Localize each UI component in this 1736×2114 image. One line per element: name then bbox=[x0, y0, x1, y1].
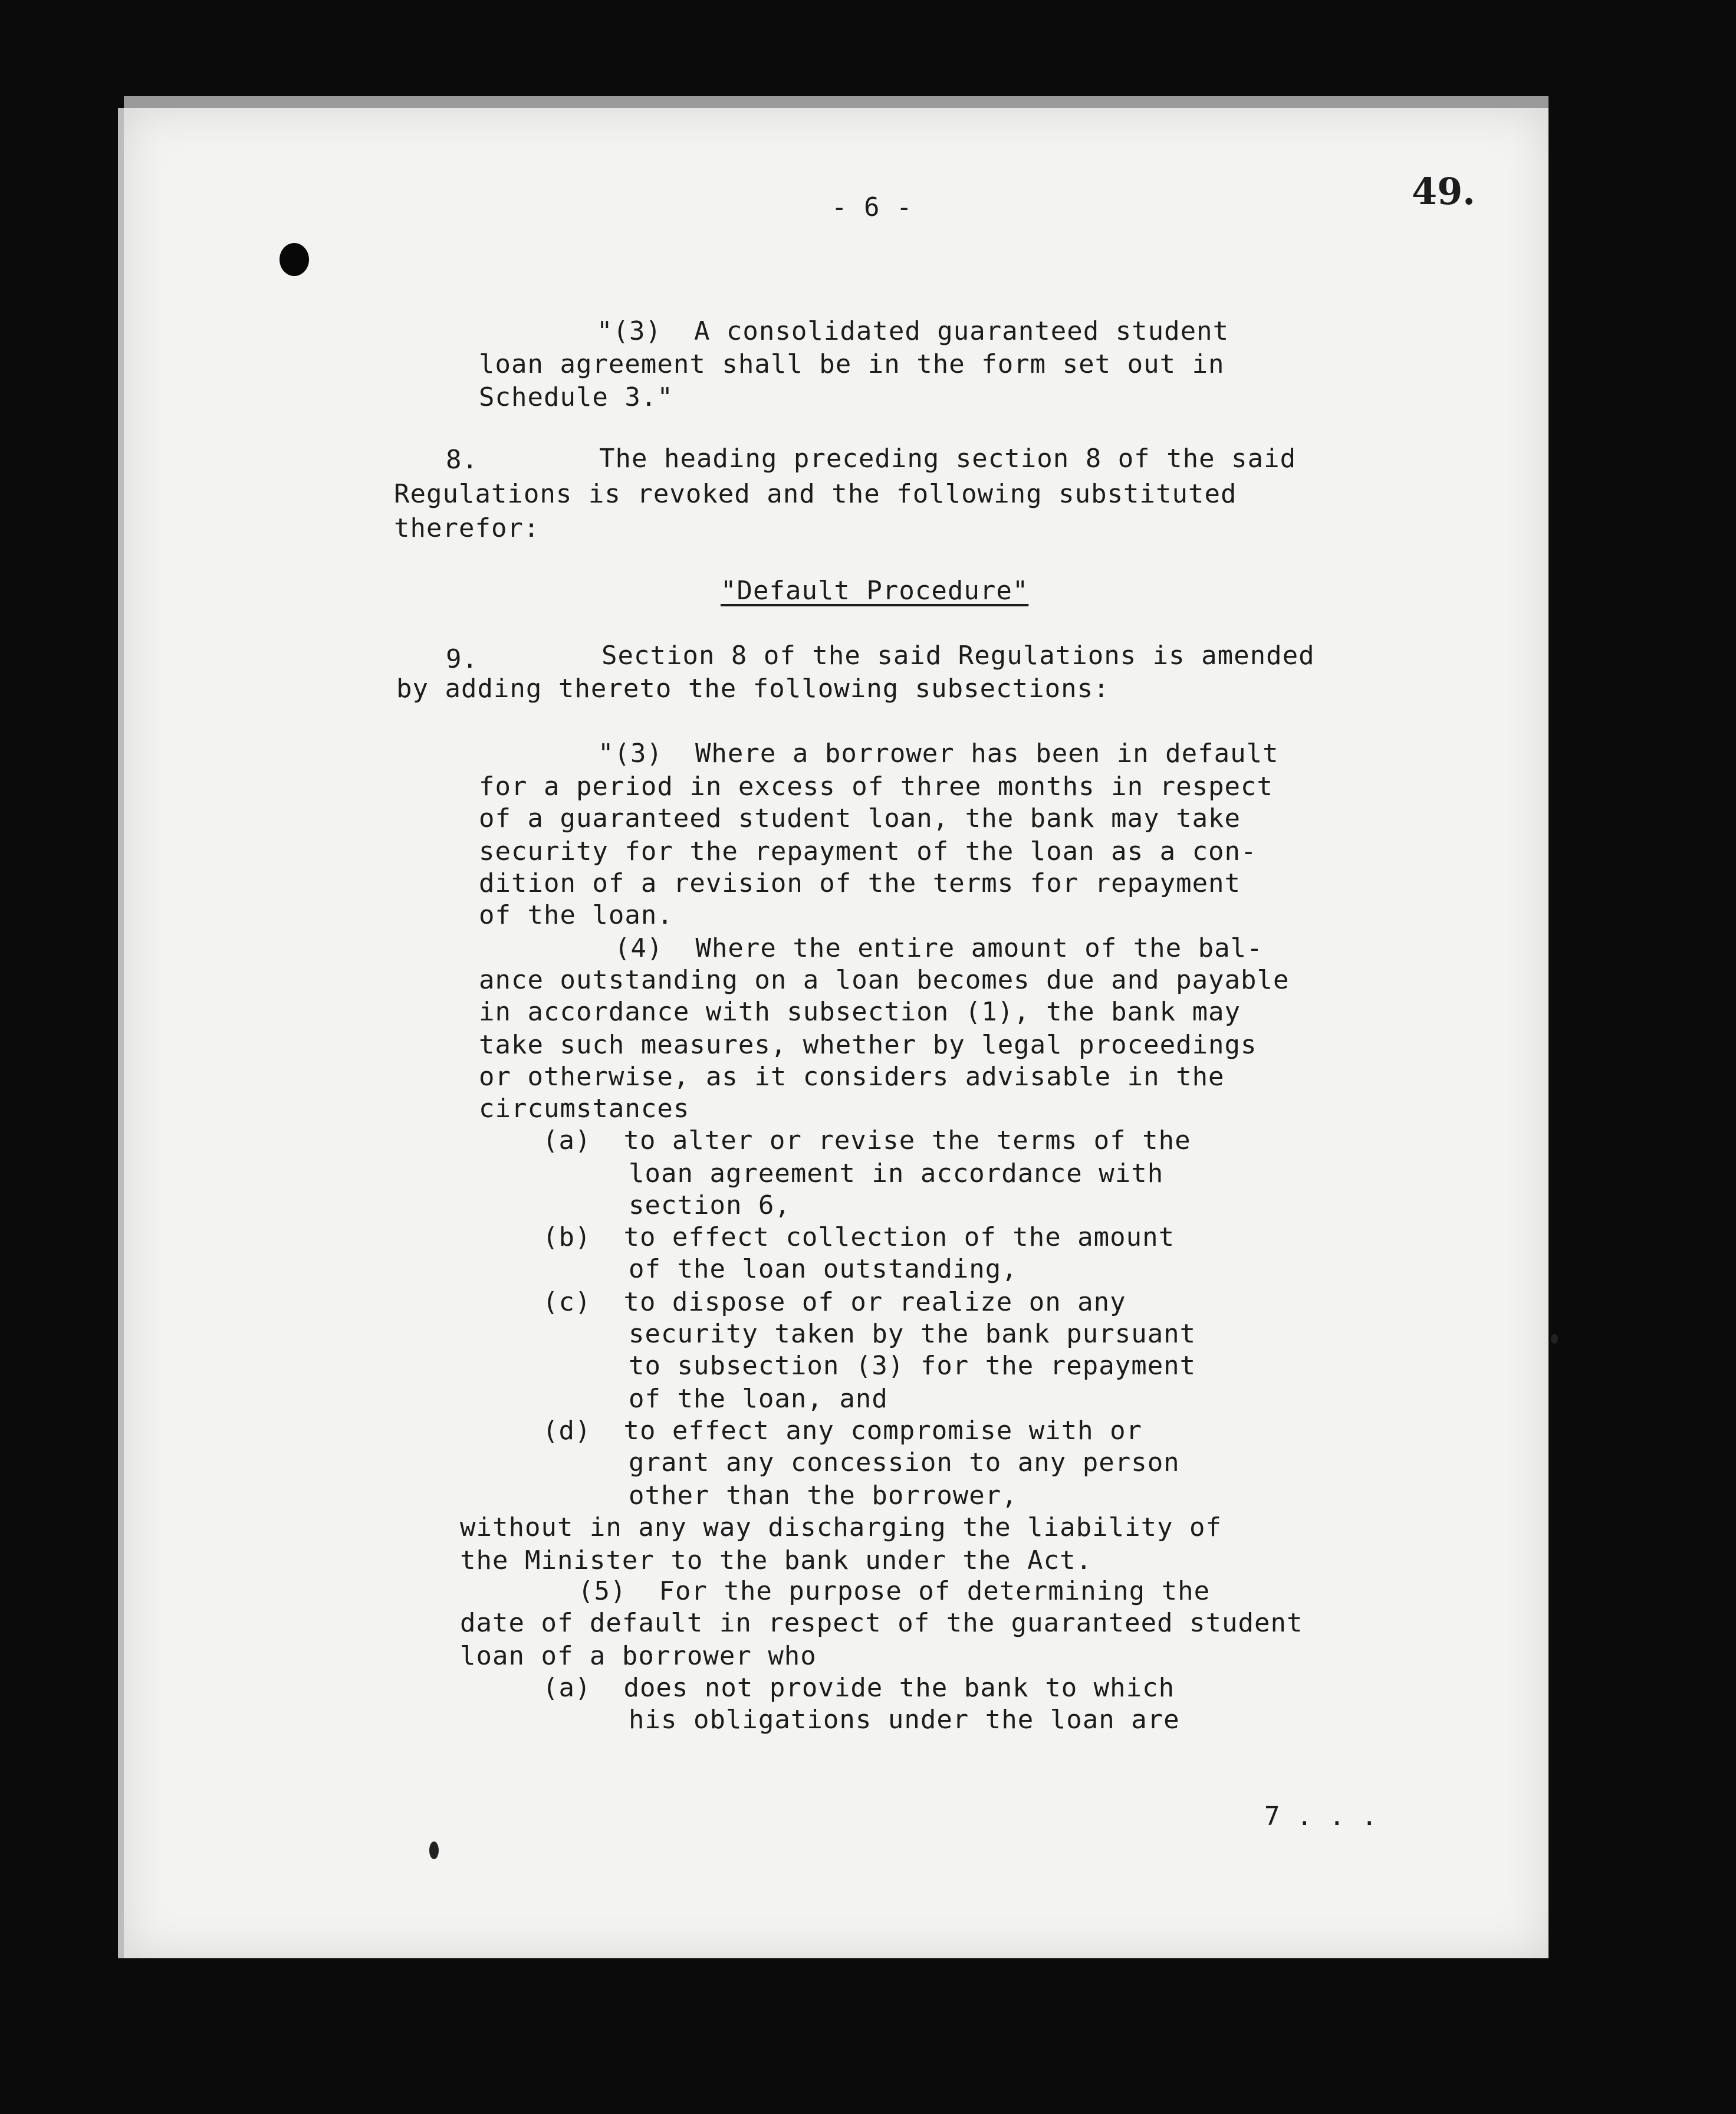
text-line: take such measures, whether by legal proceedings bbox=[479, 1030, 1257, 1060]
text-line: Section 8 of the said Regulations is amended bbox=[601, 641, 1315, 671]
list-item: (a) does not provide the bank to which bbox=[542, 1673, 1175, 1703]
text-line: loan agreement shall be in the form set out in bbox=[479, 349, 1225, 379]
text-line: security taken by the bank pursuant bbox=[629, 1319, 1196, 1349]
section-heading: "Default Procedure" bbox=[721, 576, 1029, 606]
text-line: (4) Where the entire amount of the bal- bbox=[614, 933, 1263, 963]
text-line: The heading preceding section 8 of the said bbox=[599, 444, 1297, 474]
text-line: of the loan. bbox=[479, 900, 673, 930]
text-line: (5) For the purpose of determining the bbox=[578, 1576, 1211, 1606]
text-line: in accordance with subsection (1), the bank may bbox=[479, 997, 1241, 1027]
paper-top-edge bbox=[124, 96, 1548, 109]
page-number: - 6 - bbox=[831, 192, 913, 222]
text-line: Regulations is revoked and the following substituted bbox=[394, 479, 1237, 509]
text-line: other than the borrower, bbox=[629, 1481, 1018, 1511]
section-number: 9. bbox=[446, 644, 478, 674]
list-item: (b) to effect collection of the amount bbox=[542, 1222, 1175, 1252]
list-item: (c) to dispose of or realize on any bbox=[542, 1287, 1126, 1317]
text-line: to subsection (3) for the repayment bbox=[629, 1351, 1196, 1381]
text-line: dition of a revision of the terms for repayment bbox=[479, 868, 1241, 898]
list-item: (a) to alter or revise the terms of the bbox=[542, 1125, 1191, 1156]
text-line: "(3) Where a borrower has been in default bbox=[598, 738, 1279, 769]
text-line: date of default in respect of the guaranteed student bbox=[460, 1608, 1303, 1638]
text-line: his obligations under the loan are bbox=[629, 1705, 1180, 1735]
text-line: of the loan outstanding, bbox=[629, 1254, 1018, 1284]
text-line: grant any concession to any person bbox=[629, 1447, 1180, 1478]
text-line: section 6, bbox=[629, 1190, 791, 1220]
text-line: by adding thereto the following subsections: bbox=[396, 674, 1110, 704]
text-line: therefor: bbox=[394, 513, 540, 543]
ink-speck bbox=[429, 1841, 439, 1859]
text-line: ance outstanding on a loan becomes due and payable bbox=[479, 965, 1290, 995]
text-line: Schedule 3." bbox=[479, 382, 673, 412]
list-item: (d) to effect any compromise with or bbox=[542, 1416, 1143, 1446]
folio-number: 49. bbox=[1412, 170, 1475, 213]
text-line: for a period in excess of three months in respect bbox=[479, 772, 1274, 802]
text-line: the Minister to the bank under the Act. bbox=[460, 1545, 1093, 1575]
text-line: or otherwise, as it considers advisable in the bbox=[479, 1062, 1225, 1092]
text-line: "(3) A consolidated guaranteed student bbox=[597, 316, 1229, 346]
section-number: 8. bbox=[446, 445, 478, 475]
ink-speck bbox=[1551, 1334, 1558, 1344]
text-line: of a guaranteed student loan, the bank may take bbox=[479, 803, 1241, 833]
text-line: without in any way discharging the liability of bbox=[460, 1512, 1222, 1542]
text-line: security for the repayment of the loan as a con- bbox=[479, 836, 1257, 866]
text-line: of the loan, and bbox=[629, 1384, 888, 1414]
continuation-marker: 7 . . . bbox=[1264, 1801, 1378, 1831]
text-line: loan agreement in accordance with bbox=[629, 1158, 1164, 1189]
text-line: circumstances bbox=[479, 1094, 690, 1124]
text-line: loan of a borrower who bbox=[460, 1641, 817, 1671]
punch-hole bbox=[280, 243, 309, 276]
